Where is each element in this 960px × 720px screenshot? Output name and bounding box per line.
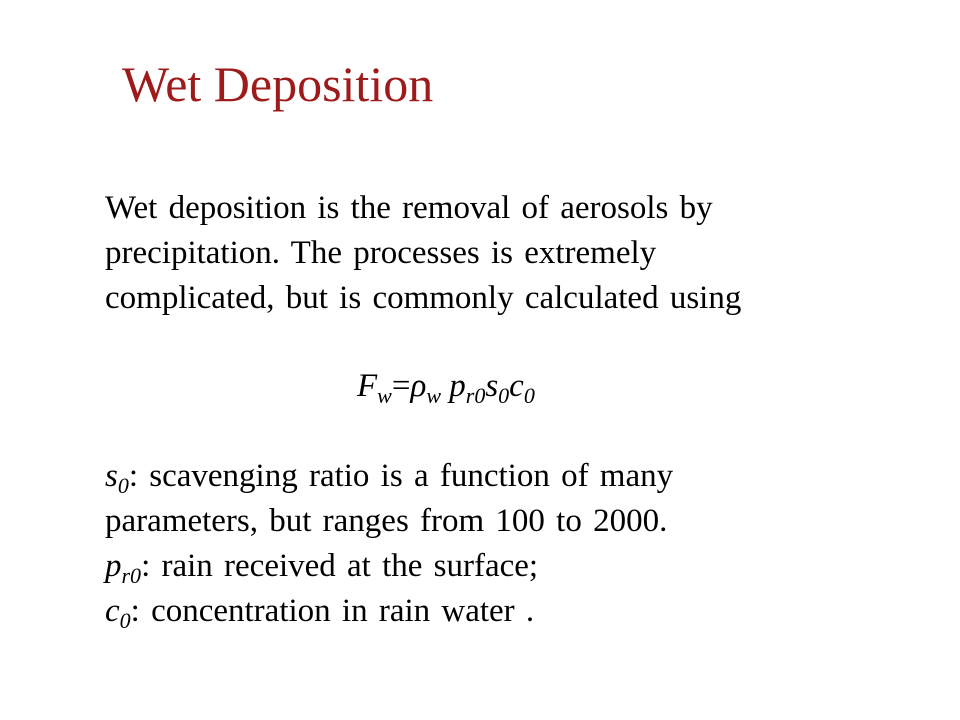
definition-text: : rain received at the surface;	[141, 548, 539, 584]
formula-c-subscript: 0	[523, 383, 535, 408]
formula-flux-subscript: w	[377, 383, 392, 408]
definition-c0	[105, 589, 845, 634]
definition-s0-continued: parameters, but ranges from 100 to 2000.	[105, 503, 668, 539]
definition-pr0	[105, 544, 845, 589]
definition-subscript: 0	[117, 473, 129, 498]
slide-title: Wet Deposition	[122, 56, 434, 112]
formula-flux-symbol: F	[357, 368, 378, 404]
definition-s0	[105, 454, 845, 499]
formula-c-symbol: c	[509, 368, 524, 404]
formula-s-subscript: 0	[498, 383, 510, 408]
definition-subscript: r0	[121, 563, 142, 588]
intro-line: Wet deposition is the removal of aerosols by	[105, 190, 713, 226]
definition-symbol: p	[105, 548, 122, 584]
formula-equals: =	[391, 368, 411, 404]
definition-subscript: 0	[119, 608, 131, 633]
definition-symbol: s	[105, 458, 118, 494]
formula-p-symbol: p	[449, 368, 466, 404]
formula-rho-subscript: w	[426, 383, 442, 408]
definition-text: : scavenging ratio is a function of many	[128, 458, 674, 494]
definitions-list	[105, 454, 845, 634]
formula-p-subscript: r0	[465, 383, 486, 408]
intro-paragraph	[105, 186, 825, 321]
definition-symbol: c	[105, 593, 120, 629]
formula-rho-symbol: ρ	[410, 368, 427, 404]
intro-line: precipitation. The processes is extremely	[105, 235, 657, 271]
intro-line: complicated, but is commonly calculated using	[105, 280, 742, 316]
wet-deposition-formula	[357, 364, 535, 409]
formula-s-symbol: s	[485, 368, 499, 404]
definition-text: : concentration in rain water .	[130, 593, 535, 629]
